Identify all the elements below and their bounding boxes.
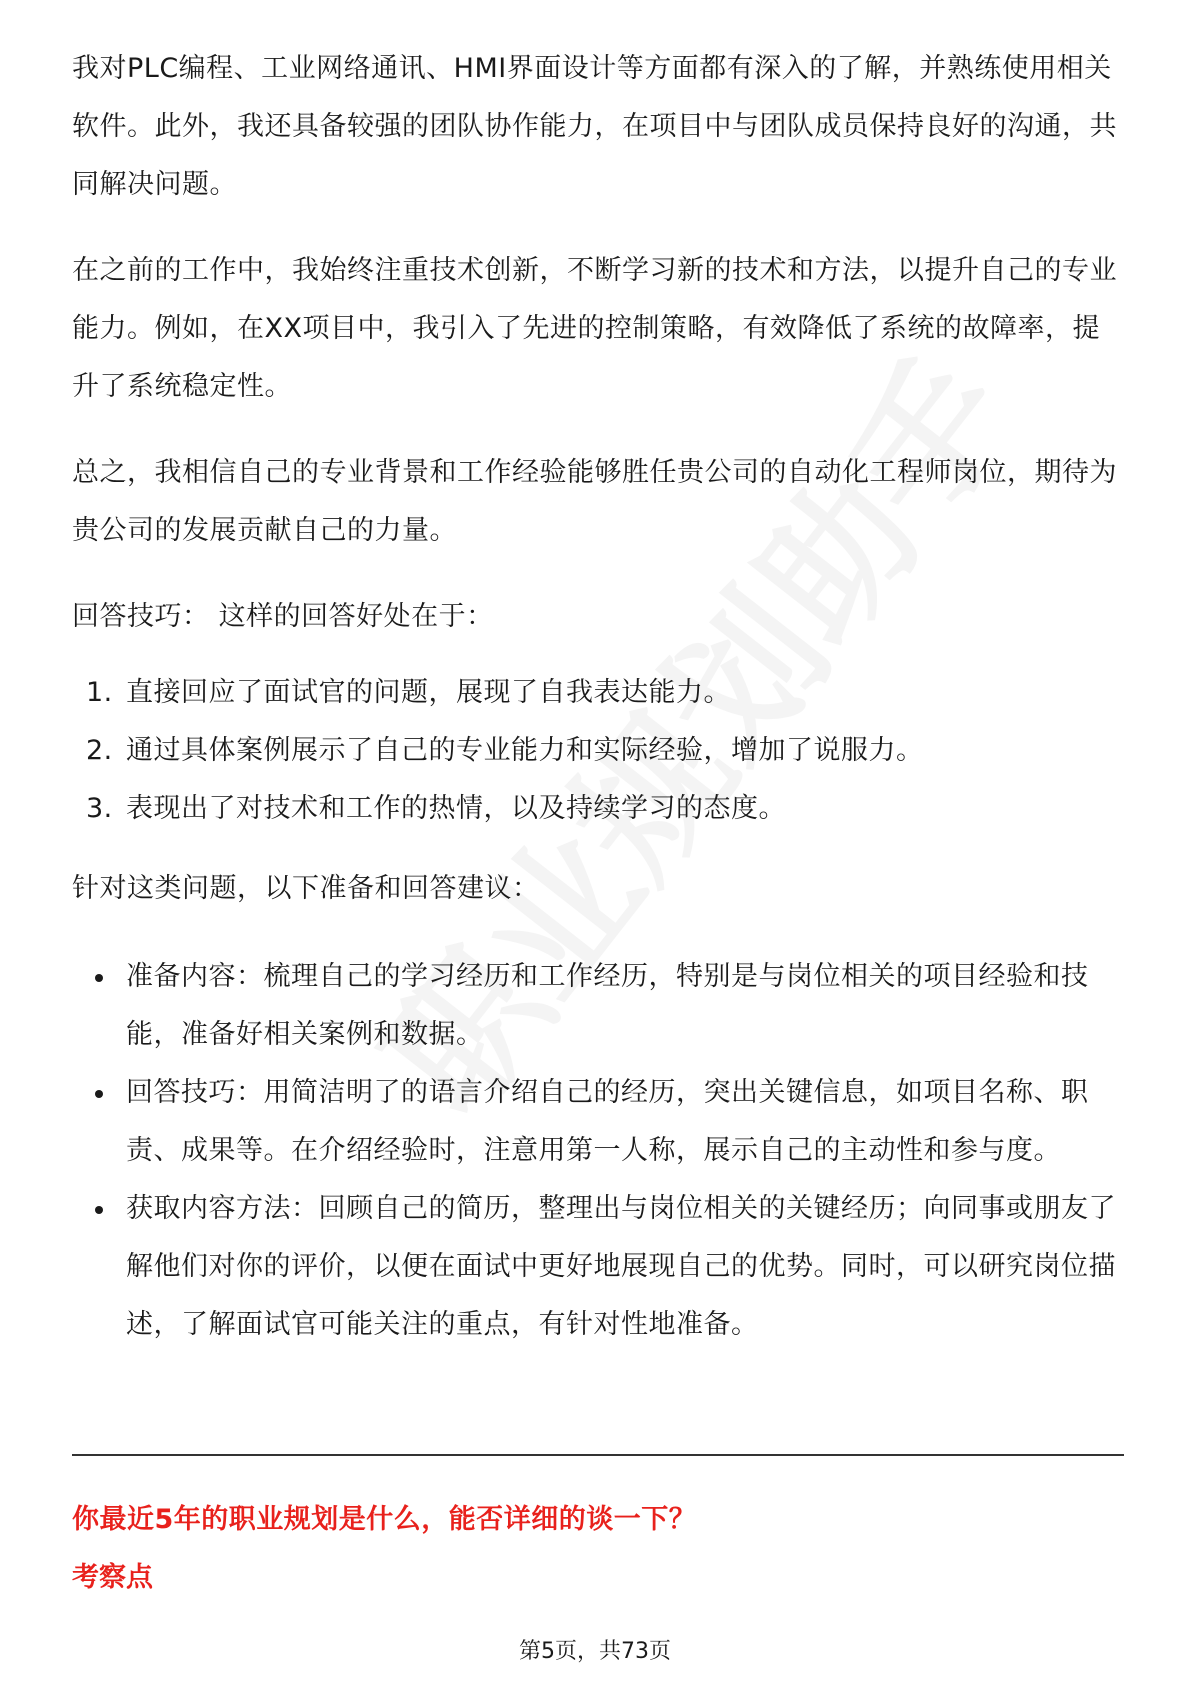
list-item <box>72 1064 1124 1180</box>
list-number: 1. <box>86 677 113 708</box>
paragraph: 我对PLC编程、工业网络通讯、HMI界面设计等方面都有深入的了解，并熟练使用相关软件。此外，我还具备较强的团队协作能力，在项目中与团队成员保持良好的沟通，共同解决问题。 <box>72 53 1117 200</box>
list-item-text: 准备内容：梳理自己的学习经历和工作经历，特别是与岗位相关的项目经验和技能，准备好相关案例和数据。 <box>126 961 1089 1050</box>
bullet-list <box>72 948 1124 1354</box>
list-number: 2. <box>86 735 113 766</box>
list-item-text: 直接回应了面试官的问题，展现了自我表达能力。 <box>126 677 731 708</box>
answer-tip-line: 回答技巧： 这样的回答好处在于： <box>72 601 494 632</box>
paragraph: 在之前的工作中，我始终注重技术创新，不断学习新的技术和方法，以提升自己的专业能力。例如，在XX项目中，我引入了先进的控制策略，有效降低了系统的故障率，提升了系统稳定性。 <box>72 255 1117 402</box>
list-item <box>72 948 1124 1064</box>
list-number: 3. <box>86 793 113 824</box>
next-question-title: 你最近5年的职业规划是什么，能否详细的谈一下？ <box>72 1504 697 1535</box>
list-item-text: 获取内容方法：回顾自己的简历，整理出与岗位相关的关键经历；向同事或朋友了解他们对你的评价，以便在面试中更好地展现自己的优势。同时，可以研究岗位描述，了解面试官可能关注的重点，有针对性地准备。 <box>126 1193 1116 1340</box>
document-body <box>72 40 1124 1354</box>
list-item <box>72 722 1124 780</box>
list-item-text: 回答技巧：用简洁明了的语言介绍自己的经历，突出关键信息，如项目名称、职责、成果等。在介绍经验时，注意用第一人称，展示自己的主动性和参与度。 <box>126 1077 1089 1166</box>
paragraph: 总之，我相信自己的专业背景和工作经验能够胜任贵公司的自动化工程师岗位，期待为贵公司的发展贡献自己的力量。 <box>72 457 1117 546</box>
list-item <box>72 664 1124 722</box>
list-item-text: 表现出了对技术和工作的热情，以及持续学习的态度。 <box>126 793 786 824</box>
bullet-icon <box>72 1064 126 1180</box>
bullet-icon <box>72 1180 126 1354</box>
bullet-icon <box>72 948 126 1064</box>
list-item <box>72 1180 1124 1354</box>
next-section-label: 考察点 <box>72 1562 153 1593</box>
list-item <box>72 780 1124 838</box>
section-divider <box>72 1454 1124 1456</box>
advice-intro: 针对这类问题，以下准备和回答建议： <box>72 873 540 904</box>
numbered-list <box>72 664 1124 838</box>
list-item-text: 通过具体案例展示了自己的专业能力和实际经验，增加了说服力。 <box>126 735 924 766</box>
page-footer: 第5页，共73页 <box>519 1639 671 1664</box>
